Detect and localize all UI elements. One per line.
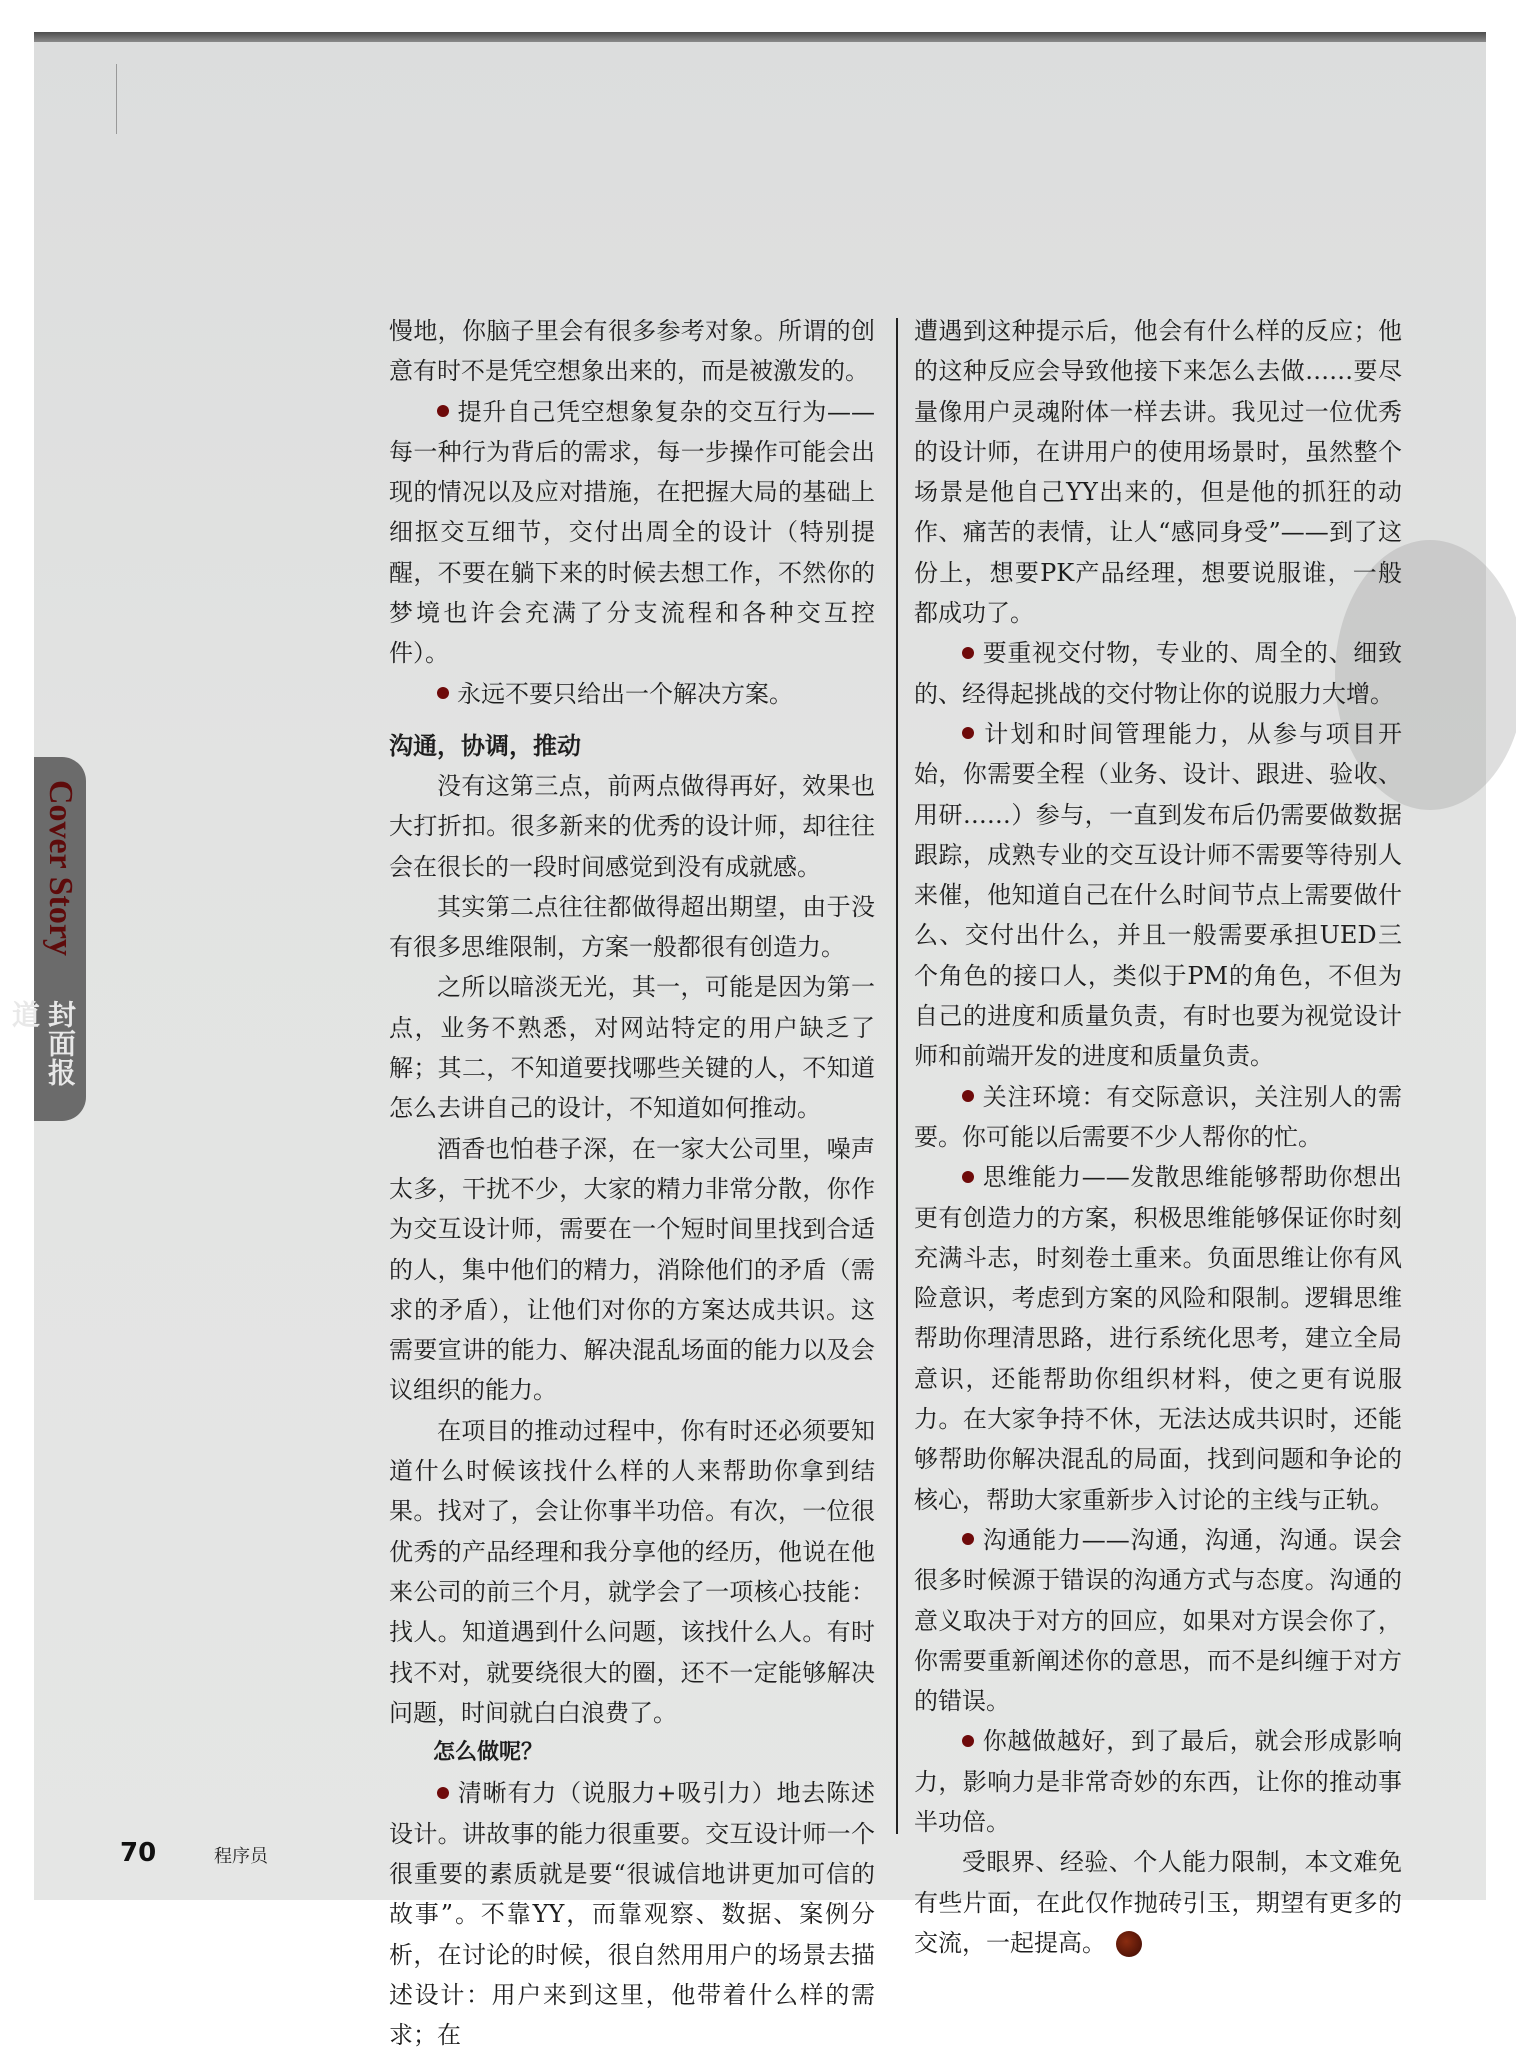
bullet-item: 要重视交付物，专业的、周全的、细致的、经得起挑战的交付物让你的说服力大增。 xyxy=(914,639,1402,708)
scan-artifact-line xyxy=(116,64,117,134)
bullet-icon xyxy=(962,1171,974,1183)
bullet-item: 清晰有力（说服力+吸引力）地去陈述设计。讲故事的能力很重要。交互设计师一个很重要的素质就是要“很诚信地讲更加可信的故事”。不靠YY，而靠观察、数据、案例分析，在讨论的时候，很自然用用户的场景去描述设计：用户来到这里，他带着什么样的需求；在 xyxy=(389,1779,875,2050)
section-heading: 沟通，协调，推动 xyxy=(389,731,581,760)
sub-heading: 怎么做呢？ xyxy=(433,1740,544,1766)
bullet-icon xyxy=(437,405,449,417)
paragraph: 没有这第三点，前两点做得再好，效果也大打折扣。很多新来的优秀的设计师，却往往会在很长的一段时间感觉到没有成就感。 xyxy=(389,771,875,881)
paragraph: 遭遇到这种提示后，他会有什么样的反应；他的这种反应会导致他接下来怎么去做……要尽量像用户灵魂附体一样去讲。我见过一位优秀的设计师，在讲用户的使用场景时，虽然整个场景是他自己YY出来的，但是他的抓狂的动作、痛苦的表情，让人“感同身受”——到了这份上，想要PK产品经理，想要说服谁，一般都成功了。 xyxy=(914,317,1402,628)
bullet-icon xyxy=(962,1533,974,1545)
bullet-icon xyxy=(437,1787,449,1799)
paragraph: 酒香也怕巷子深，在一家大公司里，噪声太多，干扰不少，大家的精力非常分散，你作为交互设计师，需要在一个短时间里找到合适的人，集中他们的精力，消除他们的矛盾（需求的矛盾），让他们对你的方案达成共识。这需要宣讲的能力、解决混乱场面的能力以及会议组织的能力。 xyxy=(389,1134,875,1405)
bullet-item: 思维能力——发散思维能够帮助你想出更有创造力的方案，积极思维能够保证你时刻充满斗志，时刻卷土重来。负面思维让你有风险意识，考虑到方案的风险和限制。逻辑思维帮助你理清思路，进行系统化思考，建立全局意识，还能帮助你组织材料，使之更有说服力。在大家争持不休，无法达成共识时，还能够帮助你解决混乱的局面，找到问题和争论的核心，帮助大家重新步入讨论的主线与正轨。 xyxy=(914,1163,1402,1514)
publication-name: 程序员 xyxy=(214,1846,268,1867)
side-tab-chinese-label: 封面报道 xyxy=(8,1000,77,1087)
page-number: 70 xyxy=(120,1838,157,1868)
bullet-item: 提升自己凭空想象复杂的交互行为——每一种行为背后的需求，每一步操作可能会出现的情况以及应对措施，在把握大局的基础上细抠交互细节，交付出周全的设计（特别提醒，不要在躺下来的时候去想工作，不然你的梦境也许会充满了分支流程和各种交互控件）。 xyxy=(389,397,875,668)
closing-paragraph: 受眼界、经验、个人能力限制，本文难免有些片面，在此仅作抛砖引玉，期望有更多的交流，一起提高。 P xyxy=(914,1848,1402,1957)
paragraph: 在项目的推动过程中，你有时还必须要知道什么时候该找什么样的人来帮助你拿到结果。找对了，会让你事半功倍。有次，一位很优秀的产品经理和我分享他的经历，他说在他来公司的前三个月，就学会了一项核心技能：找人。知道遇到什么问题，该找什么人。有时找不对，就要绕很大的圈，还不一定能够解决问题，时间就白白浪费了。 xyxy=(389,1416,875,1727)
bullet-item: 沟通能力——沟通，沟通，沟通。误会很多时候源于错误的沟通方式与态度。沟通的意义取决于对方的回应，如果对方误会你了，你需要重新阐述你的意思，而不是纠缠于对方的错误。 xyxy=(914,1525,1402,1716)
column-divider xyxy=(896,318,898,1834)
left-column xyxy=(389,311,875,2055)
paragraph: 之所以暗淡无光，其一，可能是因为第一点，业务不熟悉，对网站特定的用户缺乏了解；其二，不知道要找哪些关键的人，不知道怎么去讲自己的设计，不知道如何推动。 xyxy=(389,973,875,1123)
bullet-item: 你越做越好，到了最后，就会形成影响力，影响力是非常奇妙的东西，让你的推动事半功倍。 xyxy=(914,1727,1402,1836)
page-top-bar xyxy=(34,32,1486,42)
bullet-icon xyxy=(962,647,974,659)
paragraph: 其实第二点往往都做得超出期望，由于没有很多思维限制，方案一般都很有创造力。 xyxy=(389,892,875,962)
bullet-item: 计划和时间管理能力，从参与项目开始，你需要全程（业务、设计、跟进、验收、用研……）参与，一直到发布后仍需要做数据跟踪，成熟专业的交互设计师不需要等待别人来催，他知道自己在什么时间节点上需要做什么、交付出什么，并且一般需要承担UED三个角色的接口人，类似于PM的角色，不但为自己的进度和质量负责，有时也要为视觉设计师和前端开发的进度和质量负责。 xyxy=(914,719,1402,1071)
paragraph: 慢地，你脑子里会有很多参考对象。所谓的创意有时不是凭空想象出来的，而是被激发的。 xyxy=(389,317,875,386)
bullet-item: 关注环境：有交际意识，关注别人的需要。你可能以后需要不少人帮你的忙。 xyxy=(914,1082,1402,1151)
bullet-item: 永远不要只给出一个解决方案。 xyxy=(389,674,875,714)
end-of-article-icon: P xyxy=(1116,1931,1142,1957)
side-tab-english-label: Cover Story xyxy=(42,780,79,956)
right-column xyxy=(914,311,1402,1963)
bullet-icon xyxy=(962,727,974,739)
bullet-icon xyxy=(962,1735,974,1747)
bullet-icon xyxy=(437,687,449,699)
bullet-icon xyxy=(962,1090,974,1102)
